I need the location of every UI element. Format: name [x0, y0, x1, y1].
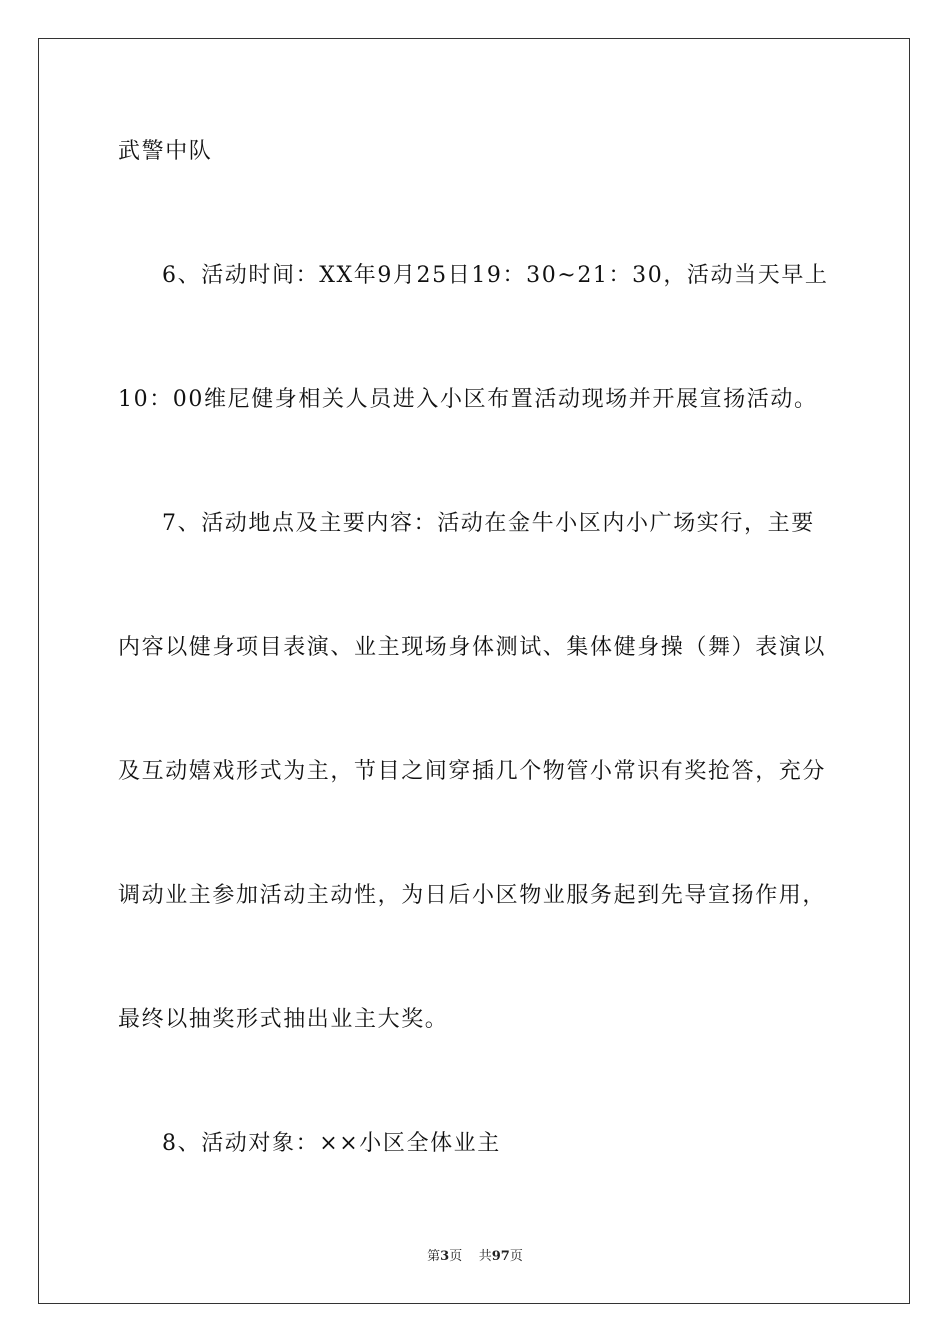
- body-line-7: 调动业主参加活动主动性，为日后小区物业服务起到先导宣扬作用，: [118, 883, 827, 908]
- page-footer: [0, 1248, 950, 1266]
- footer-page-suffix: 页: [449, 1249, 463, 1264]
- body-line-4: 7、活动地点及主要内容：活动在金牛小区内小广场实行，主要: [162, 511, 815, 536]
- footer-total-prefix: 共: [478, 1249, 492, 1264]
- body-line-5: 内容以健身项目表演、业主现场身体测试、集体健身操（舞）表演以: [118, 635, 827, 660]
- footer-page-number: 3: [440, 1249, 450, 1264]
- body-line-3: 10：00维尼健身相关人员进入小区布置活动现场并开展宣扬活动。: [118, 387, 818, 412]
- body-line-6: 及互动嬉戏形式为主，节目之间穿插几个物管小常识有奖抢答，充分: [118, 759, 827, 784]
- body-line-1: 武警中队: [118, 139, 213, 164]
- body-line-8: 最终以抽奖形式抽出业主大奖。: [118, 1007, 449, 1032]
- footer-total-pages: 97: [491, 1249, 510, 1264]
- footer-total-suffix: 页: [509, 1249, 523, 1264]
- body-line-2: 6、活动时间：XX年9月25日19：30~21：30，活动当天早上: [162, 263, 829, 288]
- body-line-9: 8、活动对象：××小区全体业主: [162, 1131, 501, 1156]
- page-border: [38, 38, 910, 1304]
- footer-page-prefix: 第: [427, 1249, 441, 1264]
